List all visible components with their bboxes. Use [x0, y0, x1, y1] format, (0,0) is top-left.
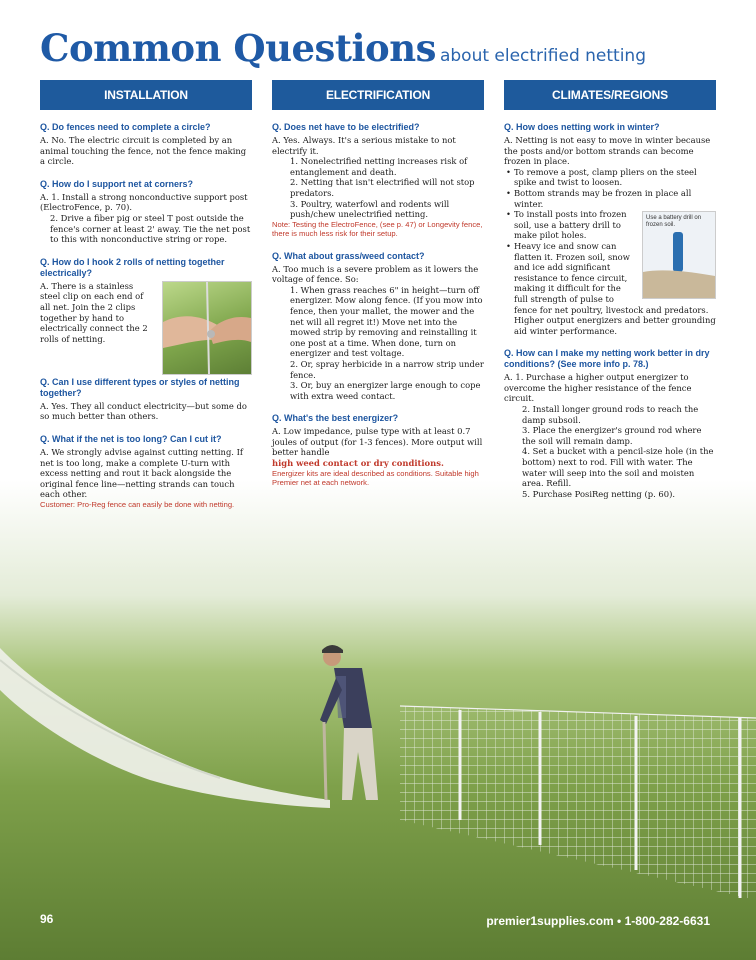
- answer-step: 4. Set a bucket with a pencil-size hole (in the bottom) next to rod. Fill with water. The water will seep into the soil and moisten area. Refill.: [522, 446, 714, 489]
- answer-bullet: • Heavy ice and snow can flatten it. Frozen soil, snow and ice add significant resistance to fence circuit, making it difficult for the full strength of pulse to fence for net poultry, livestock and predators. Higher output energizers and better grounding aid winter performance.: [504, 241, 716, 336]
- climates-heading: CLIMATES/REGIONS: [504, 80, 716, 110]
- question: Q. Can I use different types or styles of netting together?: [40, 376, 240, 398]
- installation-column: [40, 80, 252, 509]
- answer-note: Energizer kits are ideal described as conditions. Suitable high Premier net at each network.: [272, 468, 479, 488]
- answer: A. Low impedance, pulse type with at least 0.7 joules of output (for 1-3 fences). More output will better handle: [272, 426, 483, 458]
- qa-item: [272, 413, 484, 487]
- answer-step: 5. Purchase PosiReg netting (p. 60).: [522, 488, 675, 499]
- qa-item: [504, 122, 716, 336]
- answer-step: 1. When grass reaches 6" in height—turn off energizer. Mow along fence. (If you mow into fence, then your mallet, the mower and the net will all regret it!) Move net into the mowed strip by removing and reinstalling it one post at a time. When done, turn on energizer and test voltage.: [290, 284, 483, 359]
- title-subtitle: about electrified netting: [439, 46, 646, 66]
- answer: A. No. The electric circuit is completed by an animal touching the fence, not the fence making a circle.: [40, 135, 247, 167]
- answer-step: 2. Or, spray herbicide in a narrow strip under fence.: [290, 358, 484, 380]
- qa-item: [40, 122, 252, 167]
- title-main: Common Questions: [40, 26, 436, 70]
- answer-step: 3. Or, buy an energizer large enough to cope with extra weed contact.: [290, 380, 481, 401]
- question: Q. How do I hook 2 rolls of netting together electrically?: [40, 256, 225, 278]
- answer: A. Yes. They all conduct electricity—but some do so much better than others.: [40, 400, 247, 422]
- answer: A. 1. Install a strong nonconductive support post (ElectroFence, p. 70).: [40, 191, 248, 213]
- answer-note: Customer: Pro-Reg fence can easily be done with netting.: [40, 499, 235, 509]
- question: Q. Does net have to be electrified?: [272, 122, 420, 132]
- qa-item: [504, 348, 716, 499]
- answer-bullet: • Bottom strands may be frozen in place all winter.: [504, 188, 716, 209]
- answer: A. We strongly advise against cutting netting. If net is too long, make a complete U-turn with excess netting and rout it back alongside the original fence line—netting strands can touch each other.: [40, 446, 244, 500]
- answer-step: 2. Drive a fiber pig or steel T post outside the fence's corner at least 2' away. Tie the net post to this with nonconductive string or rope.: [50, 212, 251, 245]
- answer-step: 2. Install longer ground rods to reach the damp subsoil.: [522, 404, 699, 425]
- answer: A. There is a stainless steel clip on each end of all net. Join the 2 clips together by hand to electrically connect the 2 rolls of netting.: [40, 280, 148, 344]
- question: Q. What's the best energizer?: [272, 413, 399, 424]
- page-number: 96: [40, 912, 54, 926]
- electrification-heading: ELECTRIFICATION: [272, 80, 484, 110]
- answer: A. 1. Purchase a higher output energizer to overcome the higher resistance of the fence circuit.: [504, 372, 692, 404]
- question: Q. How does netting work in winter?: [504, 122, 660, 132]
- question: Q. How can I make my netting work better in dry conditions? (See more info p. 78.): [504, 348, 710, 370]
- qa-item: [40, 179, 252, 245]
- answer-step: 2. Netting that isn't electrified will not stop predators.: [290, 177, 475, 198]
- climates-column: [504, 80, 716, 499]
- qa-item: [40, 377, 252, 422]
- answer-step: 1. Nonelectrified netting increases risk of entanglement and death.: [290, 156, 468, 177]
- answer-step: 3. Place the energizer's ground rod where the soil will remain damp.: [522, 425, 702, 446]
- answer-note: Note: Testing the ElectroFence, (see p. 47) or Longevity fence, there is much less risk for their setup.: [272, 219, 483, 239]
- page-title: [40, 26, 646, 70]
- qa-item: [272, 251, 484, 402]
- installation-heading: INSTALLATION: [40, 80, 252, 110]
- question: Q. What if the net is too long? Can I cut it?: [40, 433, 222, 444]
- answer: A. Yes. Always. It's a serious mistake to not electrify it.: [272, 135, 456, 156]
- qa-item: [40, 257, 252, 345]
- question: Q. Do fences need to complete a circle?: [40, 122, 211, 132]
- answer-bullet: • To install posts into frozen soil, use a battery drill to make pilot holes.: [504, 209, 716, 241]
- electrification-column: [272, 80, 484, 487]
- answer: A. Netting is not easy to move in winter because the posts and/or bottom strands can become frozen in place.: [504, 135, 711, 167]
- contact-line: premier1supplies.com • 1-800-282-6631: [486, 914, 710, 928]
- answer-emphasis: high weed contact or dry conditions.: [272, 458, 444, 469]
- answer-step: 3. Poultry, waterfowl and rodents will push/chew unelectrified netting.: [290, 198, 450, 220]
- question: Q. How do I support net at corners?: [40, 178, 194, 189]
- photo-caption: Use a battery drill on frozen soil.: [646, 215, 702, 229]
- answer: A. Too much is a severe problem as it lowers the voltage of fence. So:: [272, 263, 479, 285]
- qa-item: [272, 122, 484, 239]
- question: Q. What about grass/weed contact?: [272, 250, 425, 261]
- qa-item: [40, 434, 252, 509]
- answer-bullet: • To remove a post, clamp pliers on the steel spike and twist to loosen.: [504, 167, 716, 188]
- hands-joining-clips-photo: [162, 281, 252, 375]
